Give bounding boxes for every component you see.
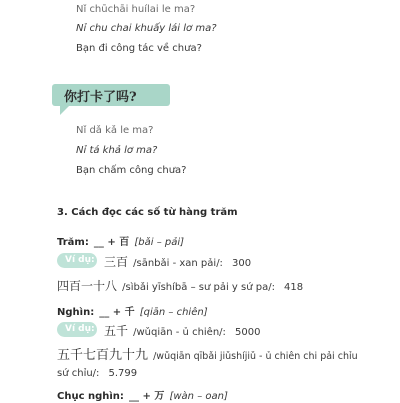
thousand-label: Nghìn: [57, 307, 95, 318]
thousand-example-1 [104, 320, 260, 339]
example-badge-thousand: Ví dụ: [57, 322, 97, 337]
hundred-ex1-read: /sānbǎi - xan pải/: [133, 258, 223, 269]
example-badge-hundred: Ví dụ: [57, 253, 97, 268]
thousand-ex1-read: /wǔqiān - ủ chiên/: [133, 327, 226, 338]
ten-thousand-row [57, 384, 228, 403]
thousand-ex1-value: 5000 [235, 327, 261, 338]
hundred-ex1-value: 300 [232, 258, 252, 269]
hundred-row [57, 230, 184, 249]
thousand-ex2-read: /wǔqiān qībǎi jiǔshíjiǔ - ủ chiên chi pải chỉu [153, 351, 358, 362]
thousand-ex2-read2: sứ chỉu/: [57, 368, 100, 379]
hundred-formula: __ + 百 [93, 237, 130, 248]
phrase-banner-text: 你打卡了吗? [64, 90, 137, 105]
ten-thousand-formula: __ + 万 [129, 391, 165, 402]
thousand-row [57, 300, 208, 319]
section-title: 3. Cách đọc các số từ hàng trăm [57, 207, 238, 218]
thousand-example-2-cont [57, 361, 137, 380]
ten-thousand-reading: [wàn – oan] [169, 391, 228, 402]
pinyin-line-2: Nǐ dǎ kǎ le ma? [76, 125, 154, 136]
phonetic-line-2: Nỉ tá khả lơ ma? [76, 145, 158, 156]
vietnamese-line-2: Bạn chấm công chưa? [76, 165, 187, 176]
hundred-example-2 [57, 275, 303, 294]
hundred-ex2-value: 418 [284, 282, 304, 293]
thousand-ex2-value: 5.799 [108, 368, 138, 379]
hundred-label: Trăm: [57, 237, 89, 248]
hundred-ex1-han: 三百 [104, 255, 129, 269]
thousand-ex1-han: 五千 [104, 324, 129, 338]
hundred-reading: [bǎi – pải] [134, 237, 185, 248]
thousand-reading: [qiān – chiên] [139, 307, 208, 318]
hundred-example-1 [104, 251, 251, 270]
hundred-ex2-read: /sìbǎi yīshíbā – sư pải y sứ pa/: [122, 282, 275, 293]
phonetic-line-1: Nỉ chu chai khuấy lái lơ ma? [76, 23, 217, 34]
pinyin-line-1: Nǐ chūchāi huílai le ma? [76, 4, 196, 15]
thousand-formula: __ + 千 [99, 307, 135, 318]
hundred-ex2-han: 四百一十八 [57, 279, 118, 293]
vietnamese-line-1: Bạn đi công tác về chưa? [76, 43, 202, 54]
ten-thousand-label: Chục nghìn: [57, 391, 124, 402]
phrase-banner-tail [60, 106, 69, 115]
thousand-ex2-han: 五千七百九十九 [57, 348, 149, 363]
